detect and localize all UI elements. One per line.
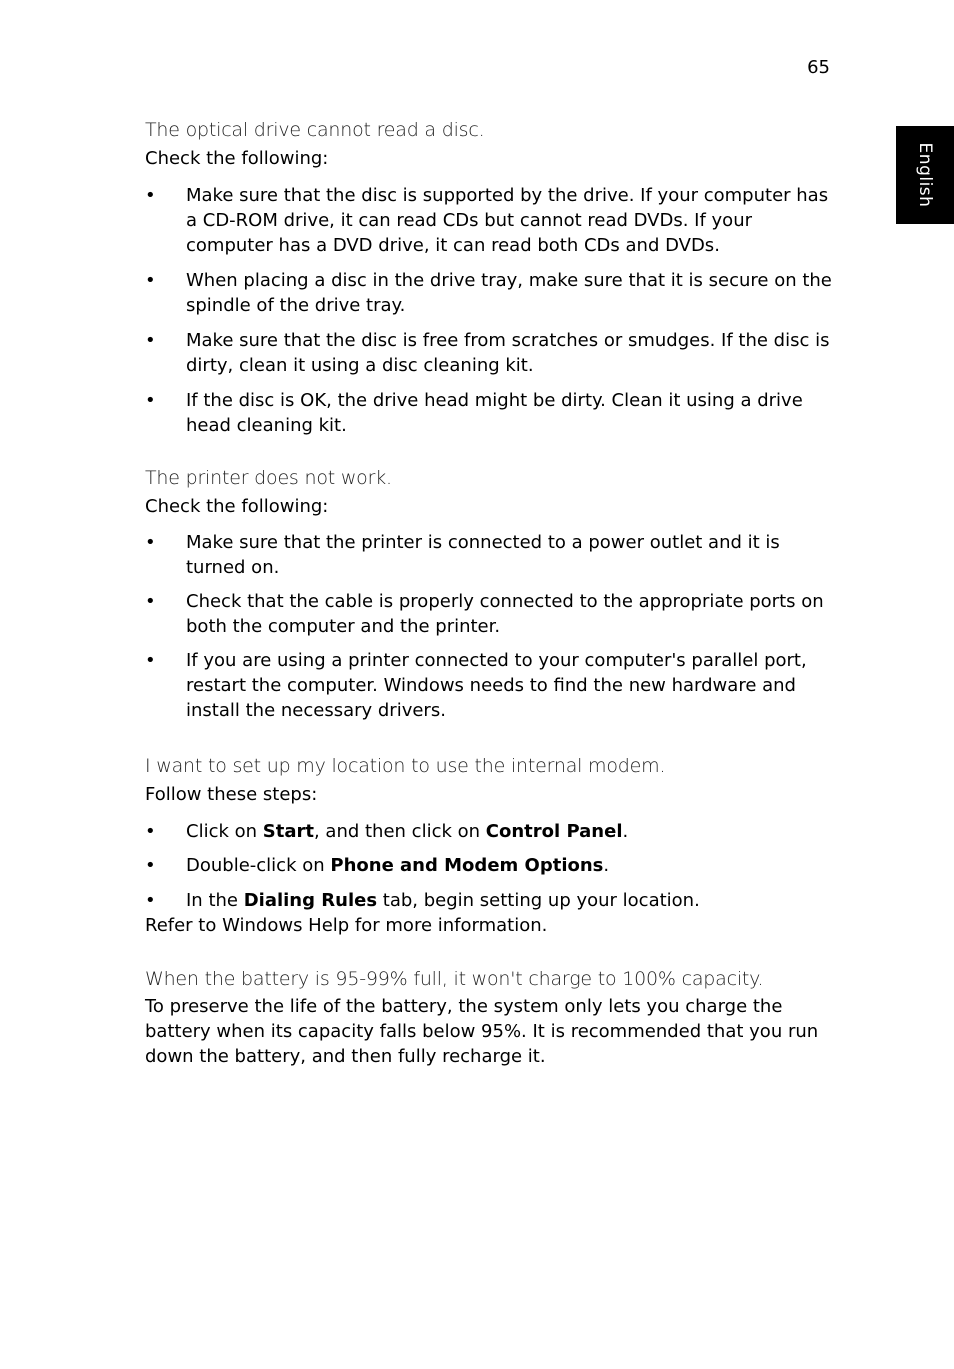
language-tab-label: English <box>915 142 935 208</box>
list-item: • If you are using a printer connected to your computer's parallel port, restart the computer. Windows needs to find the new hardware and install the necessary drivers. <box>145 648 835 723</box>
ui-term: Control Panel <box>485 821 623 842</box>
list-item: • Make sure that the printer is connected to a power outlet and it is turned on. <box>145 530 835 580</box>
list-item: • In the Dialing Rules tab, begin setting up your location. <box>145 888 835 913</box>
page-number: 65 <box>807 57 830 78</box>
section-lead: Check the following: <box>145 496 329 517</box>
list-item: • Click on Start, and then click on Control Panel. <box>145 819 835 844</box>
list-item: • If the disc is OK, the drive head might be dirty. Clean it using a drive head cleaning kit. <box>145 388 835 438</box>
section-lead: Check the following: <box>145 148 329 169</box>
list-item: • Make sure that the disc is supported by the drive. If your computer has a CD-ROM drive, it can read CDs but cannot read DVDs. If your computer has a DVD drive, it can read both CDs and DVDs. <box>145 183 835 258</box>
section-body: To preserve the life of the battery, the system only lets you charge the battery when its capacity falls below 95%. It is recommended that you run down the battery, and then fully recharge it. <box>145 996 819 1067</box>
ui-term: Start <box>262 821 314 842</box>
section-optical-drive <box>145 117 835 438</box>
section-heading: The printer does not work. <box>145 467 392 489</box>
ui-term: Phone and Modem Options <box>330 855 604 876</box>
section-lead: Follow these steps: <box>145 784 318 805</box>
language-side-tab <box>896 126 954 224</box>
section-note: Refer to Windows Help for more information. <box>145 915 548 936</box>
section-heading: I want to set up my location to use the internal modem. <box>145 755 666 777</box>
ui-term: Dialing Rules <box>243 890 378 911</box>
list-item: • Check that the cable is properly connected to the appropriate ports on both the computer and the printer. <box>145 589 835 639</box>
list-item: • When placing a disc in the drive tray, make sure that it is secure on the spindle of the drive tray. <box>145 268 835 318</box>
section-modem <box>145 753 835 938</box>
section-heading: The optical drive cannot read a disc. <box>145 119 485 141</box>
section-battery <box>145 966 835 1069</box>
check-list <box>145 183 835 438</box>
list-item: • Make sure that the disc is free from scratches or smudges. If the disc is dirty, clean it using a disc cleaning kit. <box>145 328 835 378</box>
section-heading: When the battery is 95-99% full, it won't charge to 100% capacity. <box>145 968 764 990</box>
list-item: • Double-click on Phone and Modem Options. <box>145 853 835 878</box>
section-printer <box>145 465 835 723</box>
check-list <box>145 530 835 723</box>
steps-list <box>145 819 835 913</box>
